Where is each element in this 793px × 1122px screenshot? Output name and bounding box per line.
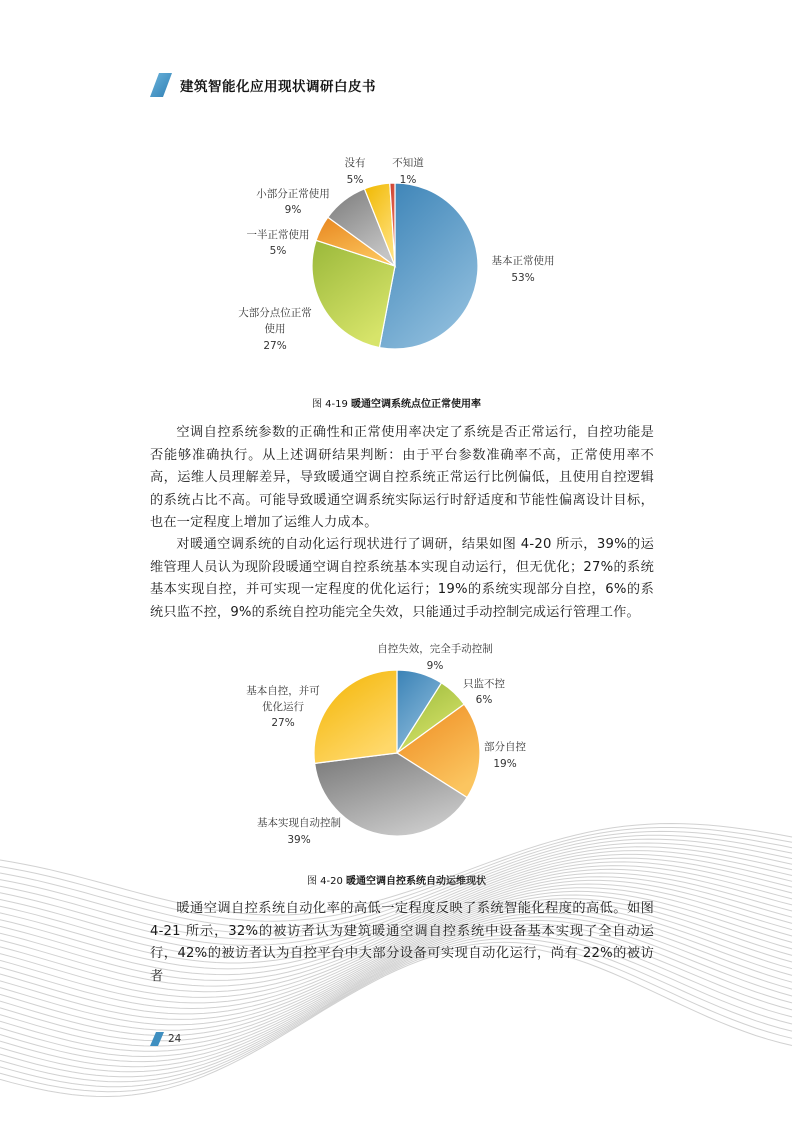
pie1-label-4-pct: 5% [346, 174, 364, 186]
pie2-label-3-name: 基本实现自动控制 [257, 817, 341, 829]
pie2-label-4-name-a: 基本自控，并可 [246, 685, 320, 697]
pie1-svg [220, 150, 600, 360]
pie-chart-point-usage [220, 150, 600, 360]
footer-parallelogram-icon [150, 1032, 164, 1046]
pie2-label-4-name-b: 优化运行 [262, 701, 304, 713]
figure1-caption-text: 暖通空调系统点位正常使用率 [351, 399, 482, 410]
pie2-label-2-name: 部分自控 [484, 741, 526, 753]
pie1-label-5-name: 不知道 [392, 157, 424, 169]
pie2-label-0-name: 自控失效，完全手动控制 [377, 643, 493, 655]
figure2-caption-number: 图 4-20 [306, 876, 343, 887]
pie1-label-4-name: 没有 [344, 157, 366, 169]
figure1-caption-number: 图 4-19 [311, 399, 348, 410]
page-header [150, 72, 376, 98]
figure2-caption-text: 暖通空调自控系统自动运维现状 [346, 876, 487, 887]
page-footer [150, 1032, 181, 1046]
pie-chart-auto-operation [220, 636, 600, 861]
pie2-label-1-name: 只监不控 [463, 678, 505, 690]
pie1-label-2-name: 一半正常使用 [246, 229, 310, 241]
header-parallelogram-icon [150, 73, 172, 97]
page-number: 24 [168, 1033, 182, 1045]
pie1-label-0-pct: 53% [511, 272, 535, 284]
pie2-label-4-pct: 27% [271, 717, 295, 729]
pie2-svg [220, 636, 600, 861]
figure2-caption [0, 872, 793, 887]
pie1-label-3-name: 小部分正常使用 [256, 188, 330, 200]
document-title: 建筑智能化应用现状调研白皮书 [180, 79, 376, 95]
pie2-label-1-pct: 6% [475, 694, 493, 706]
pie2-label-2-pct: 19% [493, 758, 517, 770]
pie1-label-0-name: 基本正常使用 [491, 255, 555, 267]
figure1-caption [0, 395, 793, 410]
paragraph-3: 暖通空调自控系统自动化率的高低一定程度反映了系统智能化程度的高低。如图 4-21 所示，32%的被访者认为建筑暖通空调自控系统中设备基本实现了全自动运行，42%的被访者认为自控平台中大部分设备可实现自动化运行，尚有 22%的被访者 [150, 901, 654, 984]
pie2-slice-4 [314, 670, 397, 763]
pie1-label-2-pct: 5% [269, 245, 287, 257]
paragraph-1: 空调自控系统参数的正确性和正常使用率决定了系统是否正常运行，自控功能是否能够准确执行。从上述调研结果判断：由于平台参数准确率不高，正常使用率不高，运维人员理解差异，导致暖通空调自控系统正常运行比例偏低，且使用自控逻辑的系统占比不高。可能导致暖通空调系统实际运行时舒适度和节能性偏离设计目标，也在一定程度上增加了运维人力成本。 [150, 425, 654, 531]
pie2-label-0-pct: 9% [426, 660, 444, 672]
pie1-label-1-pct: 27% [263, 340, 287, 352]
pie1-label-5-pct: 1% [399, 174, 417, 186]
pie2-label-3-pct: 39% [287, 834, 311, 846]
pie1-label-1-name-a: 大部分点位正常 [238, 307, 312, 319]
paragraph-2: 对暖通空调系统的自动化运行现状进行了调研，结果如图 4-20 所示，39%的运维管理人员认为现阶段暖通空调自控系统基本实现自动运行，但无优化；27%的系统基本实现自控，并可实现一定程度的优化运行；19%的系统实现部分自控，6%的系统只监不控，9%的系统自控功能完全失效，只能通过手动控制完成运行管理工作。 [150, 537, 654, 620]
pie1-label-1-name-b: 使用 [264, 323, 286, 335]
pie1-label-3-pct: 9% [284, 204, 302, 216]
